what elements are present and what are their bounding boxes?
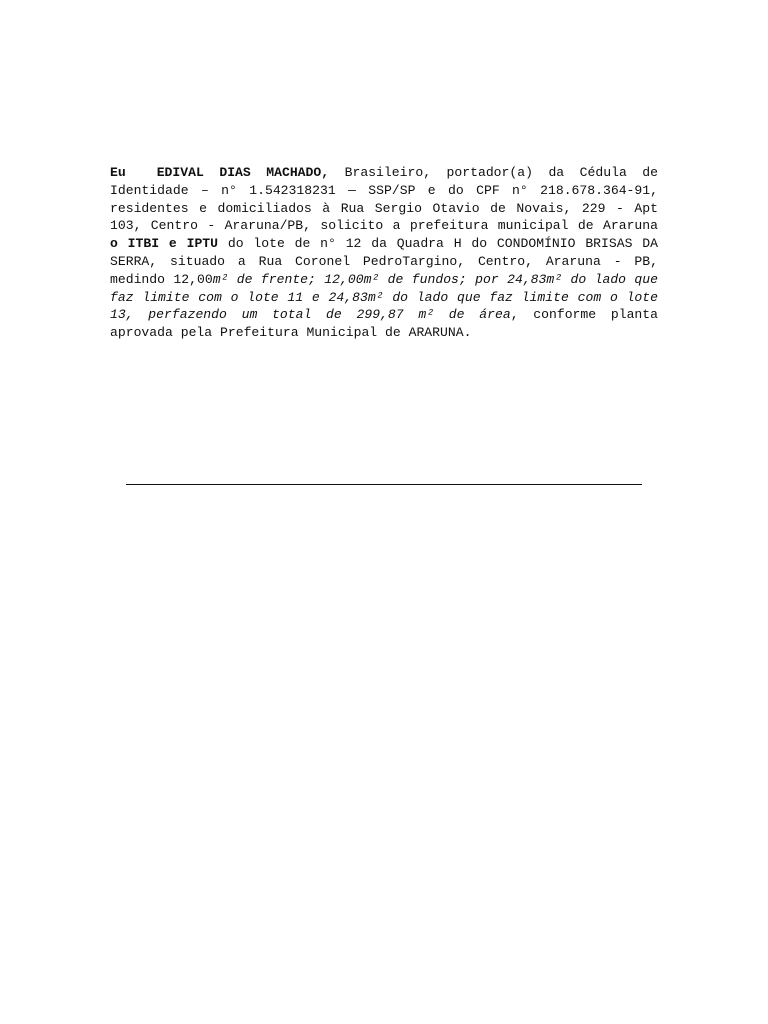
closing-text: , conforme planta aprovada pela Prefeitura Municipal de ARARUNA. [110,307,659,341]
tax-request: o ITBI e IPTU [110,236,219,252]
signature-line [126,484,642,485]
request-paragraph [110,164,658,342]
lot-measurements: m² de frente; 12,00m² de fundos; por 24,83m² do lado que faz limite com o lote 11 e 24,83m² do lado que faz limite com o lote 13, perfazendo um total de 299,87 m² de área [110,271,658,323]
lot-description: do lote de n° 12 da Quadra H do CONDOMÍNIO BRISAS DA SERRA, situado a Rua Coronel PedroTargino, Centro, Araruna - PB, medindo 12,00 [110,236,658,287]
requester-name: EDIVAL DIAS MACHADO, [156,165,330,180]
requester-details: Brasileiro, portador(a) da Cédula de Identidade – n° 1.542318231 — SSP/SP e do CPF n° 218.678.364-91, residentes e domiciliados à Rua Sergio Otavio de Novais, 229 - Apt 103, Centro - Araruna/PB, solicito a prefeitura municipal de Araruna [110,165,659,234]
opening-word: Eu [110,165,126,180]
